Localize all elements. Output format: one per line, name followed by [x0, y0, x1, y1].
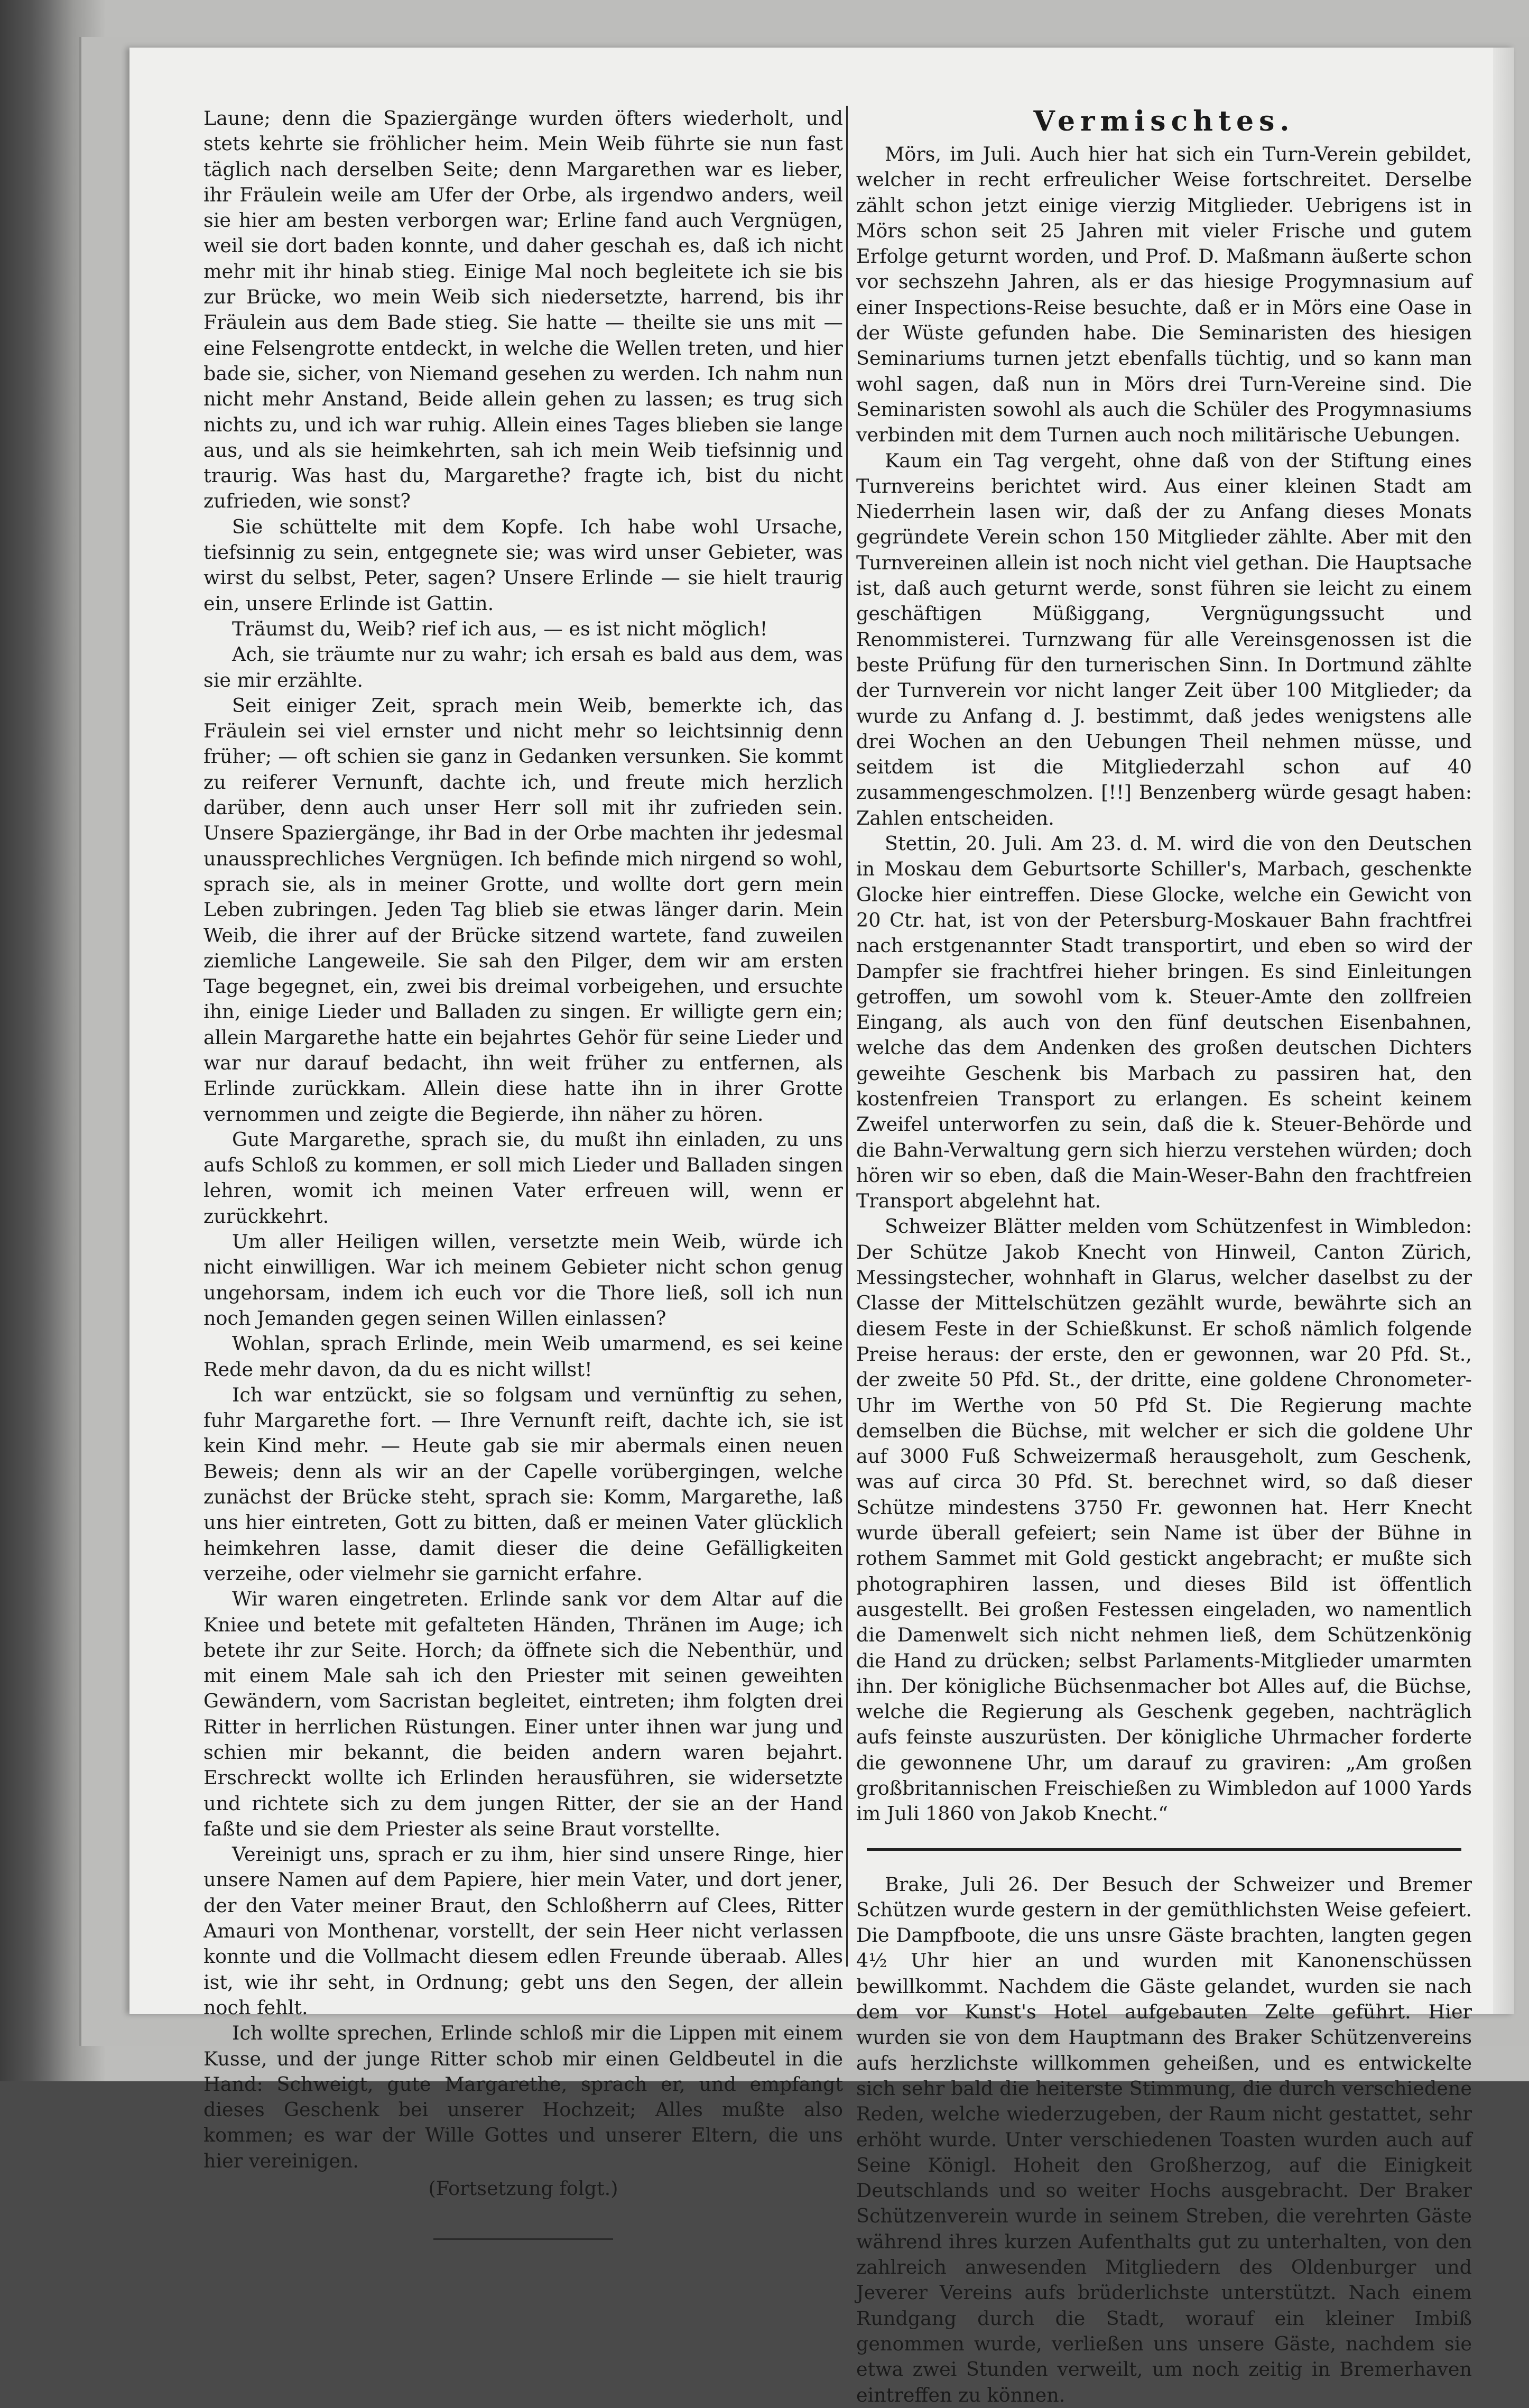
end-rule — [433, 2238, 613, 2240]
paragraph: Stettin, 20. Juli. Am 23. d. M. wird die von den Deutschen in Moskau dem Geburtsorte Schiller's, Marbach, geschenkte Glocke hier eintreffen. Diese Glocke, welche ein Gewicht von 20 Ctr. hat, ist von der Petersburg-Moskauer Bahn frachtfrei nach erstgenannter Stadt transportirt, und eben so wird der Dampfer sie frachtfrei hieher bringen. Es sind Einleitungen getroffen, um sowohl vom k. Steuer-Amte den zollfreien Eingang, als auch von den fünf deutschen Eisenbahnen, welche das dem Andenken des großen deutschen Dichters geweihte Geschenk bis Marbach zu passiren hat, den kostenfreien Transport zu erlangen. Es scheint keinem Zweifel unterworfen zu sein, daß die k. Steuer-Behörde und die Bahn-Verwaltung gern sich hierzu verstehen würden; doch hören wir so eben, daß die Main-Weser-Bahn den frachtfreien Transport abgelehnt hat. — [856, 832, 1472, 1213]
newspaper-page — [129, 48, 1514, 2406]
paragraph: Schweizer Blätter melden vom Schützenfest in Wimbledon: Der Schütze Jakob Knecht von Hinweil, Canton Zürich, Messingstecher, wohnhaft in Glarus, welcher daselbst zu der Classe der Mittelschützen gezählt wurde, bewährte sich an diesem Feste in der Schießkunst. Er schoß nämlich folgende Preise heraus: der erste, den er gewonnen, war 20 Pfd. St., der zweite 50 Pfd. St., der dritte, eine goldene Chronometer-Uhr im Werthe von 50 Pfd St. Die Regierung machte demselben die Büchse, mit welcher er sich die goldene Uhr auf 3000 Fuß Schweizermaß herausgeholt, zum Geschenk, was auf circa 30 Pfd. St. berechnet wird, so daß dieser Schütze mindestens 3750 Fr. gewonnen hat. Herr Knecht wurde überall gefeiert; sein Name ist über der Bühne in rothem Sammet mit Gold gestickt angebracht; er mußte sich photographiren lassen, und dieses Bild ist öffentlich ausgestellt. Bei großen Festessen eingeladen, wo namentlich die Damenwelt sich nicht nehmen ließ, dem Schützenkönig die Hand zu drücken; selbst Parlaments-Mitglieder umarmten ihn. Der königliche Büchsenmacher bot Alles auf, die Büchse, welche die Regierung als Geschenk gegeben, nachträglich aufs feinste auszurüsten. Der königliche Uhrmacher forderte die gewonnene Uhr, um darauf zu graviren: „Am großen großbritannischen Freischießen zu Wimbledon auf 1000 Yards im Juli 1860 von Jakob Knecht.“ — [856, 1215, 1472, 1825]
paragraph: Wir waren eingetreten. Erlinde sank vor dem Altar auf die Kniee und betete mit gefalteten Händen, Thränen im Auge; ich betete ihr zur Seite. Horch; da öffnete sich die Nebenthür, und mit einem Male sah ich den Priester mit seinen geweihten Gewändern, vom Sacristan begleitet, eintreten; ihm folgten drei Ritter in herrlichen Rüstungen. Einer unter ihnen war jung und schien mir bekannt, die beiden andern waren bejahrt. Erschreckt wollte ich Erlinden herausführen, sie widersetzte und richtete sich zu dem jungen Ritter, der sie an der Hand faßte und sie dem Priester als seine Braut vorstellte. — [203, 1588, 843, 1840]
paragraph: Vereinigt uns, sprach er zu ihm, hier sind unsere Ringe, hier unsere Namen auf dem Papiere, hier mein Vater, und dort jener, der den Vater meiner Braut, den Schloßherrn auf Clees, Ritter Amauri von Monthenar, vorstellt, der sein Heer nicht verlassen konnte und die Vollmacht diesem edlen Freunde überaab. Alles ist, wie ihr seht, in Ordnung; gebt uns den Segen, der allein noch fehlt. — [203, 1843, 843, 2019]
section-heading: Vermischtes. — [1033, 105, 1295, 137]
paragraph: Ach, sie träumte nur zu wahr; ich ersah es bald aus dem, was sie mir erzählte. — [203, 643, 843, 691]
section-separator — [867, 1848, 1461, 1851]
paragraph: Ich wollte sprechen, Erlinde schloß mir die Lippen mit einem Kusse, und der junge Ritter schob mir einen Geldbeutel in die Hand: Schweigt, gute Margarethe, sprach er, und empfangt dieses Geschenk bei unserer Hochzeit; Alles mußte also kommen; es war der Wille Gottes und unserer Eltern, die uns hier vereinigen. — [203, 2022, 843, 2172]
paragraph: Um aller Heiligen willen, versetzte mein Weib, würde ich nicht einwilligen. War ich meinem Gebieter nicht schon genug ungehorsam, indem ich euch vor die Thore ließ, soll ich nun noch Jemanden gegen seinen Willen einlassen? — [203, 1230, 843, 1330]
paragraph: Träumst du, Weib? rief ich aus, — es ist nicht möglich! — [232, 617, 768, 640]
paragraph: Mörs, im Juli. Auch hier hat sich ein Turn-Verein gebildet, welcher in recht erfreulicher Weise fortschreitet. Derselbe zählt schon jetzt einige vierzig Mitglieder. Uebrigens ist in Mörs schon seit 25 Jahren mit vieler Frische und gutem Erfolge geturnt worden, und Prof. D. Maßmann äußerte schon vor sechszehn Jahren, als er das hiesige Progymnasium auf einer Inspections-Reise besuchte, daß er in Mörs eine Oase in der Wüste gefunden habe. Die Seminaristen des hiesigen Seminariums turnen jetzt ebenfalls tüchtig, und so kann man wohl sagen, daß nun in Mörs drei Turn-Vereine sind. Die Seminaristen sowohl als auch die Schüler des Progymnasiums verbinden mit dem Turnen auch noch militärische Uebungen. — [856, 143, 1472, 447]
column-divider — [846, 106, 848, 1967]
paragraph: Gute Margarethe, sprach sie, du mußt ihn einladen, zu uns aufs Schloß zu kommen, er soll mich Lieder und Balladen singen lehren, womit ich meinen Vater erfreuen will, wenn er zurückkehrt. — [203, 1128, 843, 1228]
paragraph: Kaum ein Tag vergeht, ohne daß von der Stiftung eines Turnvereins berichtet wird. Aus einer kleinen Stadt am Niederrhein lasen wir, daß der zu Anfang dieses Monats gegründete Verein schon 150 Mitglieder zählte. Aber mit den Turnvereinen allein ist noch nicht viel gethan. Die Hauptsache ist, daß auch geturnt werde, sonst führen sie leicht zu einem geschäftigen Müßiggang, Vergnügungssucht und Renommisterei. Turnzwang für alle Vereinsgenossen ist die beste Prüfung für den turnerischen Sinn. In Dortmund zählte der Turnverein vor nicht langer Zeit über 100 Mitglieder; da wurde zu Anfang d. J. bestimmt, daß jedes wenigstens alle drei Wochen an den Uebungen Theil nehmen müsse, und seitdem ist die Mitgliederzahl schon auf 40 zusammengeschmolzen. [!!] Benzenberg würde gesagt haben: Zahlen entscheiden. — [856, 449, 1472, 829]
continued-note: (Fortsetzung folgt.) — [428, 2177, 618, 2200]
right-column — [856, 106, 1472, 2408]
paragraph: Brake, Juli 26. Der Besuch der Schweizer und Bremer Schützen wurde gestern in der gemüthlichsten Weise gefeiert. Die Dampfboote, die uns unsre Gäste brachten, langten gegen 4½ Uhr hier an und wurden mit Kanonenschüssen bewillkommt. Nachdem die Gäste gelandet, wurden sie nach dem vor Kunst's Hotel aufgebauten Zelte geführt. Hier wurden sie von dem Hauptmann des Braker Schützenvereins aufs herzlichste willkommen geheißen, und es entwickelte sich sehr bald die heiterste Stimmung, die durch verschiedene Reden, welche wiederzugeben, der Raum nicht gestattet, sehr erhöht wurde. Unter verschiedenen Toasten wurden auch auf Seine Königl. Hoheit den Großherzog, auf die Einigkeit Deutschlands und so weiter Hochs ausgebracht. Der Braker Schützenverein wurde in seinem Streben, die verehrten Gäste während ihres kurzen Aufenthalts gut zu unterhalten, von den zahlreich anwesenden Mitgliedern des Oldenburger und Jeverer Vereins aufs brüderlichste unterstützt. Nach einem Rundgang durch die Stadt, worauf ein kleiner Imbiß genommen wurde, verließen uns unsere Gäste, nachdem sie etwa zwei Stunden verweilt, um noch zeitig in Bremerhaven eintreffen zu können. — [856, 1872, 1472, 2406]
paragraph: Laune; denn die Spaziergänge wurden öfters wiederholt, und stets kehrte sie fröhlicher heim. Mein Weib führte sie nun fast täglich nach derselben Seite; denn Margarethen war es lieber, ihr Fräulein weile am Ufer der Orbe, als irgendwo anders, weil sie hier am besten verborgen war; Erline fand auch Vergnügen, weil sie dort baden konnte, und daher geschah es, daß ich nicht mehr mit ihr hinab stieg. Einige Mal noch begleitete ich sie bis zur Brücke, wo mein Weib sich niedersetzte, harrend, bis ihr Fräulein aus dem Bade stieg. Sie hatte — theilte sie uns mit — eine Felsengrotte entdeckt, in welche die Wellen treten, und hier bade sie, sicher, von Niemand gesehen zu werden. Ich nahm nun nicht mehr Anstand, Beide allein gehen zu lassen; es trug sich nichts zu, und ich war ruhig. Allein eines Tages blieben sie lange aus, und als sie heimkehrten, sah ich mein Weib tiefsinnig und traurig. Was hast du, Margarethe? fragte ich, bist du nicht zufrieden, wie sonst? — [203, 107, 843, 513]
paragraph: Seit einiger Zeit, sprach mein Weib, bemerkte ich, das Fräulein sei viel ernster und nicht mehr so leichtsinnig denn früher; — oft schien sie ganz in Gedanken versunken. Sie kommt zu reiferer Vernunft, dachte ich, und freute mich herzlich darüber, denn auch unser Herr soll mit ihr zufrieden sein. Unsere Spaziergänge, ihr Bad in der Orbe machten ihr jedesmal unaussprechliches Vergnügen. Ich befinde mich nirgend so wohl, sprach sie, als in meiner Grotte, und wollte dort gern mein Leben zubringen. Jeden Tag blieb sie etwas länger darin. Mein Weib, die ihrer auf der Brücke sitzend wartete, fand zuweilen ziemliche Langeweile. Sie sah den Pilger, dem wir am ersten Tage begegnet, ein, zwei bis dreimal vorbeigehen, und ersuchte ihn, einige Lieder und Balladen zu singen. Er willigte gern ein; allein Margarethe hatte ein bejahrtes Gehör für seine Lieder und war nur darauf bedacht, ihn weit früher zu entfernen, als Erlinde zurückkam. Allein diese hatte ihn in ihrer Grotte vernommen und zeigte die Begierde, ihn näher zu hören. — [203, 694, 843, 1125]
paragraph: Ich war entzückt, sie so folgsam und vernünftig zu sehen, fuhr Margarethe fort. — Ihre Vernunft reift, dachte ich, sie ist kein Kind mehr. — Heute gab sie mir abermals einen neuen Beweis; denn als wir an der Capelle vorübergingen, welche zunächst der Brücke steht, sprach sie: Komm, Margarethe, laß uns hier eintreten, Gott zu bitten, daß er meinen Vater glücklich heimkehren lasse, damit dieser die deine Gefälligkeiten verzeihe, oder vielmehr sie garnicht erfahre. — [203, 1383, 843, 1585]
page-edge — [1493, 48, 1514, 2014]
paragraph: Wohlan, sprach Erlinde, mein Weib umarmend, es sei keine Rede mehr davon, da du es nicht willst! — [203, 1332, 843, 1381]
paragraph: Sie schüttelte mit dem Kopfe. Ich habe wohl Ursache, tiefsinnig zu sein, entgegnete sie; was wird unser Gebieter, was wirst du selbst, Peter, sagen? Unsere Erlinde — sie hielt traurig ein, unsere Erlinde ist Gattin. — [203, 515, 843, 615]
left-column — [203, 106, 843, 2240]
